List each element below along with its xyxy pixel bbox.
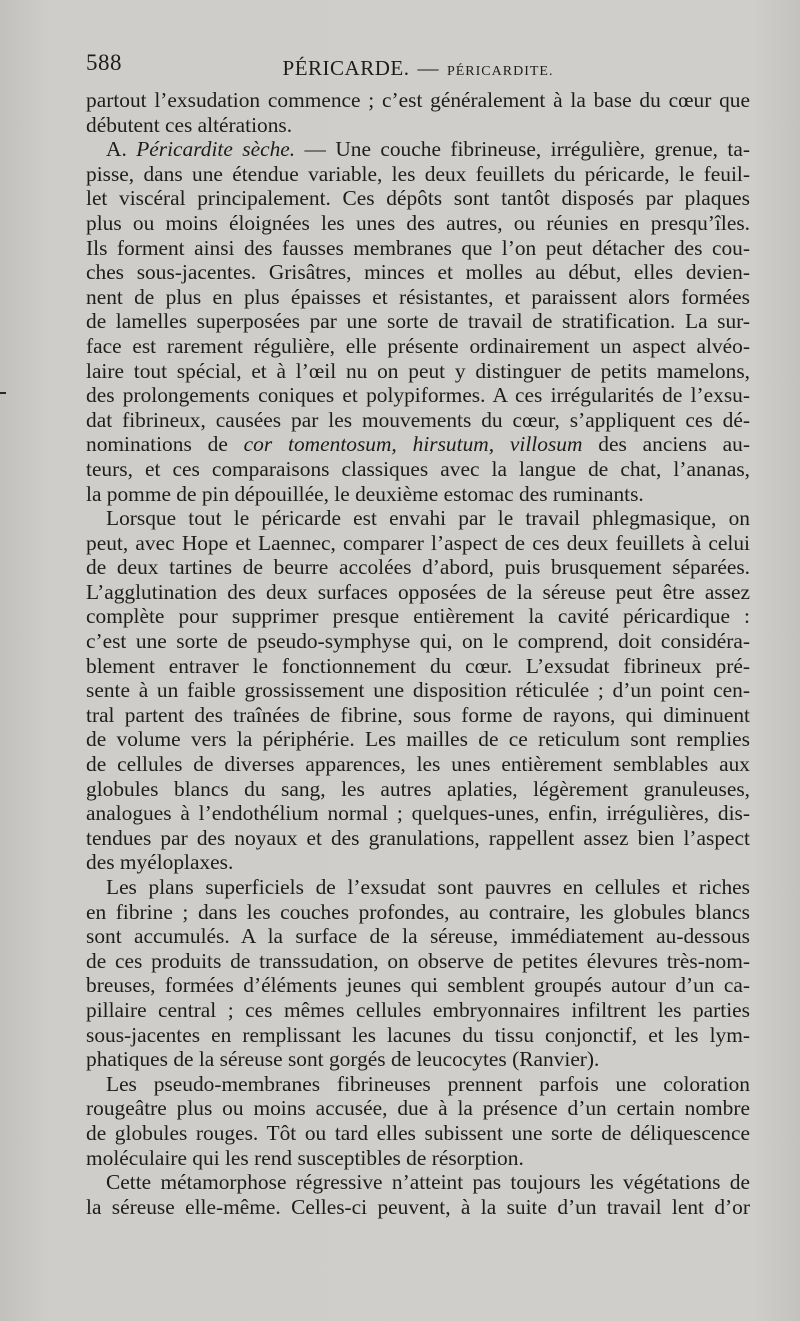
text-line: plus ou moins éloignées les unes des autres, ou réunies en presqu’îles. — [86, 210, 750, 235]
text-run: nominations de — [86, 432, 244, 457]
section-heading: Péricardite sèche. — [136, 137, 296, 162]
text-line: rougeâtre plus ou moins accusée, due à la présence d’un certain nombre — [86, 1096, 750, 1121]
paragraph-6 — [86, 1170, 750, 1219]
text-line: L’agglutination des deux surfaces opposées de la séreuse peut être assez — [86, 579, 750, 604]
text-line: de lamelles superposées par une sorte de travail de stratification. La sur- — [86, 309, 750, 334]
text-run: des anciens au- — [582, 432, 750, 457]
paragraph-4 — [86, 875, 750, 1072]
text-line: nent de plus en plus épaisses et résistantes, et paraissent alors formées — [86, 284, 750, 309]
text-line: face est rarement régulière, elle présente ordinairement un aspect alvéo- — [86, 333, 750, 358]
text-line: dat fibrineux, causées par les mouvements du cœur, s’appliquent ces dé- — [86, 407, 750, 432]
text-line: moléculaire qui les rend susceptibles de résorption. — [86, 1145, 524, 1170]
text-line: Cette métamorphose régressive n’atteint pas toujours les végétations de — [106, 1170, 750, 1195]
latin-term: hirsutum, — [412, 432, 495, 457]
text-line: phatiques de la séreuse sont gorgés de leucocytes (Ranvier). — [86, 1047, 600, 1072]
text-line: sont accumulés. A la surface de la séreuse, immédiatement au-dessous — [86, 924, 750, 949]
text-line: débutent ces altérations. — [86, 112, 293, 137]
text-line: laire tout spécial, et à l’œil nu on peut y distinguer de petits mamelons, — [86, 358, 750, 383]
section-label: A. — [106, 137, 127, 162]
text-line: la séreuse elle-même. Celles-ci peuvent, à la suite d’un travail lent d’or — [86, 1194, 750, 1219]
text-line: ches sous-jacentes. Grisâtres, minces et molles au début, elles devien- — [86, 260, 750, 285]
text-line: de deux tartines de beurre accolées d’abord, puis brusquement séparées. — [86, 555, 750, 580]
text-line: c’est une sorte de pseudo-symphyse qui, on le comprend, doit considéra- — [86, 629, 750, 654]
text-line: analogues à l’endothélium normal ; quelques-unes, enfin, irrégulières, dis- — [86, 801, 750, 826]
text-line: de ces produits de transsudation, on observe de petites élevures très-nom- — [86, 948, 750, 973]
text-line: Les pseudo-membranes fibrineuses prennent parfois une coloration — [106, 1071, 750, 1096]
text-line: de volume vers la périphérie. Les mailles de ce reticulum sont remplies — [86, 727, 750, 752]
text-line: sente à un faible grossissement une disposition réticulée ; d’un point cen- — [86, 678, 750, 703]
text-line: tral partent des traînées de fibrine, sous forme de rayons, qui diminuent — [86, 702, 750, 727]
body-text — [86, 88, 750, 1219]
text-line: breuses, formées d’éléments jeunes qui semblent groupés autour d’un ca- — [86, 973, 750, 998]
text-line: let viscéral principalement. Ces dépôts sont tantôt disposés par plaques — [86, 186, 750, 211]
chapter-title: PÉRICARDE. — [282, 56, 410, 80]
text-line: Ils forment ainsi des fausses membranes que l’on peut détacher des cou- — [86, 235, 750, 260]
text-line: pillaire central ; ces mêmes cellules embryonnaires infiltrent les parties — [86, 997, 750, 1022]
title-separator: — — [417, 56, 439, 80]
text-line: blement entraver le fonctionnement du cœur. L’exsudat fibrineux pré- — [86, 653, 750, 678]
text-line: des myéloplaxes. — [86, 850, 234, 875]
text-line — [86, 137, 750, 162]
latin-term: cor tomentosum, — [243, 432, 397, 457]
running-title — [86, 56, 750, 81]
margin-mark — [0, 392, 6, 394]
text-line: Les plans superficiels de l’exsudat sont pauvres en cellules et riches — [106, 875, 750, 899]
page-number: 588 — [86, 50, 122, 75]
text-line: de cellules de diverses apparences, les unes entièrement semblables aux — [86, 752, 750, 777]
text-line: de globules rouges. Tôt ou tard elles subissent une sorte de déliquescence — [86, 1120, 750, 1145]
text-line: complète pour supprimer presque entièrement la cavité péricardique : — [86, 604, 750, 629]
paragraph-5 — [86, 1072, 750, 1170]
text-line: globules blancs du sang, les autres aplaties, légèrement granuleuses, — [86, 776, 750, 801]
text-line: la pomme de pin dépouillée, le deuxième estomac des ruminants. — [86, 481, 644, 506]
text-line: Lorsque tout le péricarde est envahi par le travail phlegmasique, on — [106, 506, 750, 531]
text-line: peut, avec Hope et Laennec, comparer l’aspect de ces deux feuillets à celui — [86, 530, 750, 555]
text-line: tendues par des noyaux et des granulations, rappellent assez bien l’aspect — [86, 825, 750, 850]
text-line: partout l’exsudation commence ; c’est généralement à la base du cœur que — [86, 88, 750, 112]
paragraph-2 — [86, 137, 750, 506]
running-head — [86, 50, 750, 84]
text-line: sous-jacentes en remplissant les lacunes du tissu conjonctif, et les lym- — [86, 1022, 750, 1047]
paragraph-1 — [86, 88, 750, 137]
text-line: teurs, et ces comparaisons classiques avec la langue de chat, l’ananas, — [86, 456, 750, 481]
text-line: pisse, dans une étendue variable, les deux feuillets du péricarde, le feuil- — [86, 161, 750, 186]
text-line: en fibrine ; dans les couches profondes, au contraire, les globules blancs — [86, 899, 750, 924]
section-title: PÉRICARDITE. — [446, 64, 554, 79]
text-line — [86, 432, 750, 457]
latin-term: villosum — [509, 432, 583, 457]
text-run: — Une couche fibrineuse, irrégulière, grenue, ta- — [295, 137, 750, 162]
paragraph-3 — [86, 506, 750, 875]
text-line: des prolongements coniques et polypiformes. A ces irrégularités de l’exsu- — [86, 383, 750, 408]
